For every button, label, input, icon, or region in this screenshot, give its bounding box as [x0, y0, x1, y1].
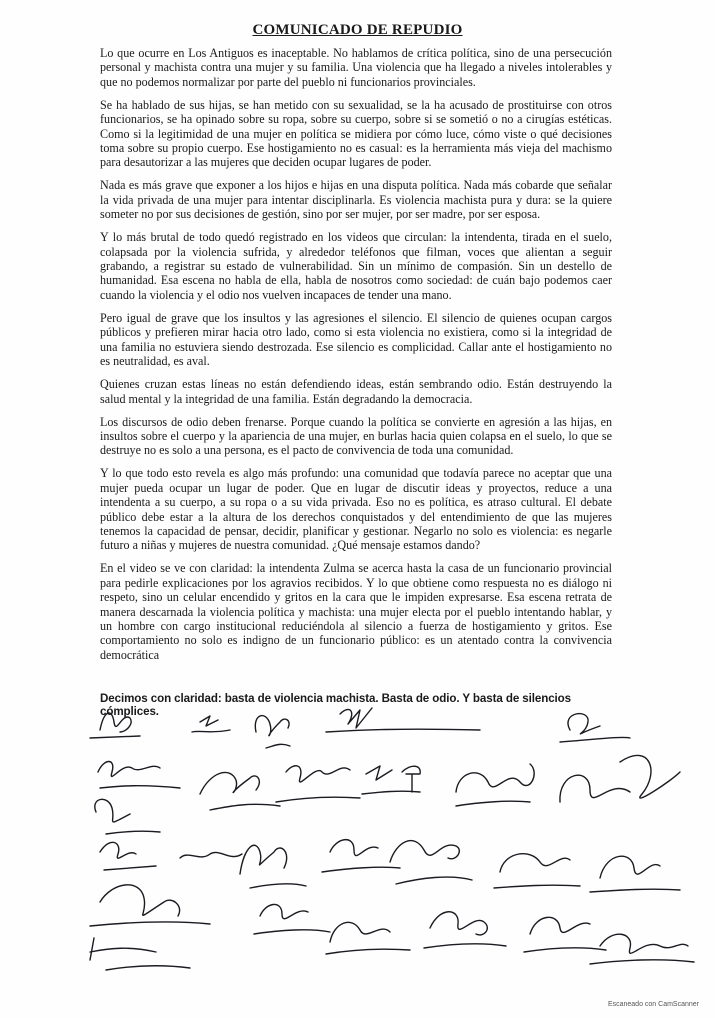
signature-2 [192, 716, 230, 732]
paragraph-4: Y lo más brutal de todo quedó registrado en los videos que circulan: la intendenta, tirada en el suelo, colapsada por la violencia sufrida, y alrededor teléfonos que filman, voces que alientan a seguir grabando, a registrar su estado de vulnerabilidad. Sin un mínimo de compasión. Sin un destello de humanidad. Esa escena no habla de ella, habla de nosotros como sociedad: de cuán bajo podemos caer cuando la violencia y el odio nos vuelven incapaces de tender una mano. [100, 230, 612, 302]
signature-27 [590, 934, 694, 964]
signature-16 [240, 845, 306, 888]
signature-1 [90, 713, 140, 738]
signature-8 [276, 766, 360, 802]
paragraph-2: Se ha hablado de sus hijas, se han metido con su sexualidad, se la ha acusado de prostituirse con otros funcionarios, se ha opinado sobre su ropa, sobre su cuerpo, sobre si se sometió o no a cirugías estéticas. Como si la legitimidad de una mujer en política se midiera por cómo luce, cómo viste o qué decisiones toma sobre su propio cuerpo. Ese hostigamiento no es casual: es la herramienta más vieja del machismo para desautorizar a las mujeres que deciden ocupar lugares de poder. [100, 97, 612, 170]
signature-6 [98, 762, 180, 789]
paragraph-5: Pero igual de grave que los insultos y las agresiones el silencio. El silencio de quienes ocupan cargos públicos y prefieren mirar hacia otro lado, como si esta violencia no existiera, como si la integridad de una familia no estuviera siendo destrozada. Ese silencio es complicidad. Callar ante el hostigamiento no es neutralidad, es aval. [100, 310, 612, 369]
paragraph-9: En el video se ve con claridad: la intendenta Zulma se acerca hasta la casa de un funcionario provincial para pedirle explicaciones por los agravios recibidos. Y lo que obtiene como respuesta no es diálogo ni respeto, sino un celular encendido y gritos en la cara que le impiden expresarse. Esa escena retrata de manera descarnada la violencia política y machista: una mujer electa por el pueblo intentando hablar, y un hombre con cargo institucional reduciéndola al silencio a fuerza de hostigamiento y gritos. Ese comportamiento no solo es indigno de un funcionario público: es un atentado contra la convivencia democrática [100, 561, 612, 662]
signature-22 [254, 904, 330, 934]
signature-19 [494, 854, 580, 888]
signature-21 [90, 885, 210, 926]
document-title: COMUNICADO DE REPUDIO [252, 22, 463, 38]
signature-14 [100, 842, 156, 870]
signature-3 [255, 716, 290, 748]
signature-10 [402, 766, 420, 792]
document-body [100, 46, 612, 671]
signature-23 [326, 922, 410, 954]
signature-18 [390, 841, 472, 884]
signature-11 [456, 764, 534, 806]
closing-statement: Decimos con claridad: basta de violencia machista. Basta de odio. Y basta de silencios cómplices. [100, 692, 572, 718]
signature-13 [95, 799, 160, 834]
signature-26 [90, 938, 190, 970]
paragraph-8: Y lo que todo esto revela es algo más profundo: una comunidad que todavía parece no aceptar que una mujer pueda ocupar un lugar de poder. Que en lugar de discutir ideas y proyectos, reduce a una intendenta a su cuerpo, a su ropa o a su vida privada. Eso no es política, es atraso cultural. El debate público debe estar a la altura de los derechos conquistados y del entendimiento de que las mujeres tenemos la capacidad de pensar, decidir, planificar y gestionar. Negarlo no solo es violencia: es negarle futuro a niñas y mujeres de nuestra comunidad. ¿Qué mensaje estamos dando? [100, 466, 612, 553]
signature-12 [560, 755, 680, 802]
signature-5 [560, 714, 630, 742]
signature-24 [424, 912, 506, 948]
scanner-footer: Escaneado con CamScanner [607, 1001, 699, 1008]
paragraph-1: Lo que ocurre en Los Antiguos es inaceptable. No hablamos de crítica política, sino de una persecución personal y machista contra una mujer y su familia. Una violencia que ha llegado a niveles intolerables y que no podemos normalizar por parte del pueblo ni funcionarios provinciales. [100, 46, 612, 89]
paragraph-7: Los discursos de odio deben frenarse. Porque cuando la política se convierte en agresión a las hijas, en insultos sobre el cuerpo y la apariencia de una mujer, en burlas hacia quien colapsa en el suelo, lo que se destruye no es solo a una persona, es el pacto de convivencia de toda una comunidad. [100, 414, 612, 458]
signature-20 [590, 856, 680, 892]
paragraph-6: Quienes cruzan estas líneas no están defendiendo ideas, están sembrando odio. Están destruyendo la salud mental y la integridad de una familia. Están degradando la democracia. [100, 377, 612, 406]
signature-7 [200, 772, 280, 810]
signature-4 [326, 708, 480, 732]
paragraph-3: Nada es más grave que exponer a los hijos e hijas en una disputa política. Nada más cobarde que señalar la vida privada de una mujer para intentar disciplinarla. Es violencia machista pura y dura: se la quiere someter no por sus decisiones de gestión, sino por ser mujer, por ser madre, por ser esposa. [100, 178, 612, 222]
signatures-area [60, 702, 700, 992]
signature-25 [524, 917, 606, 952]
signature-15 [180, 852, 242, 858]
signature-17 [322, 840, 400, 872]
